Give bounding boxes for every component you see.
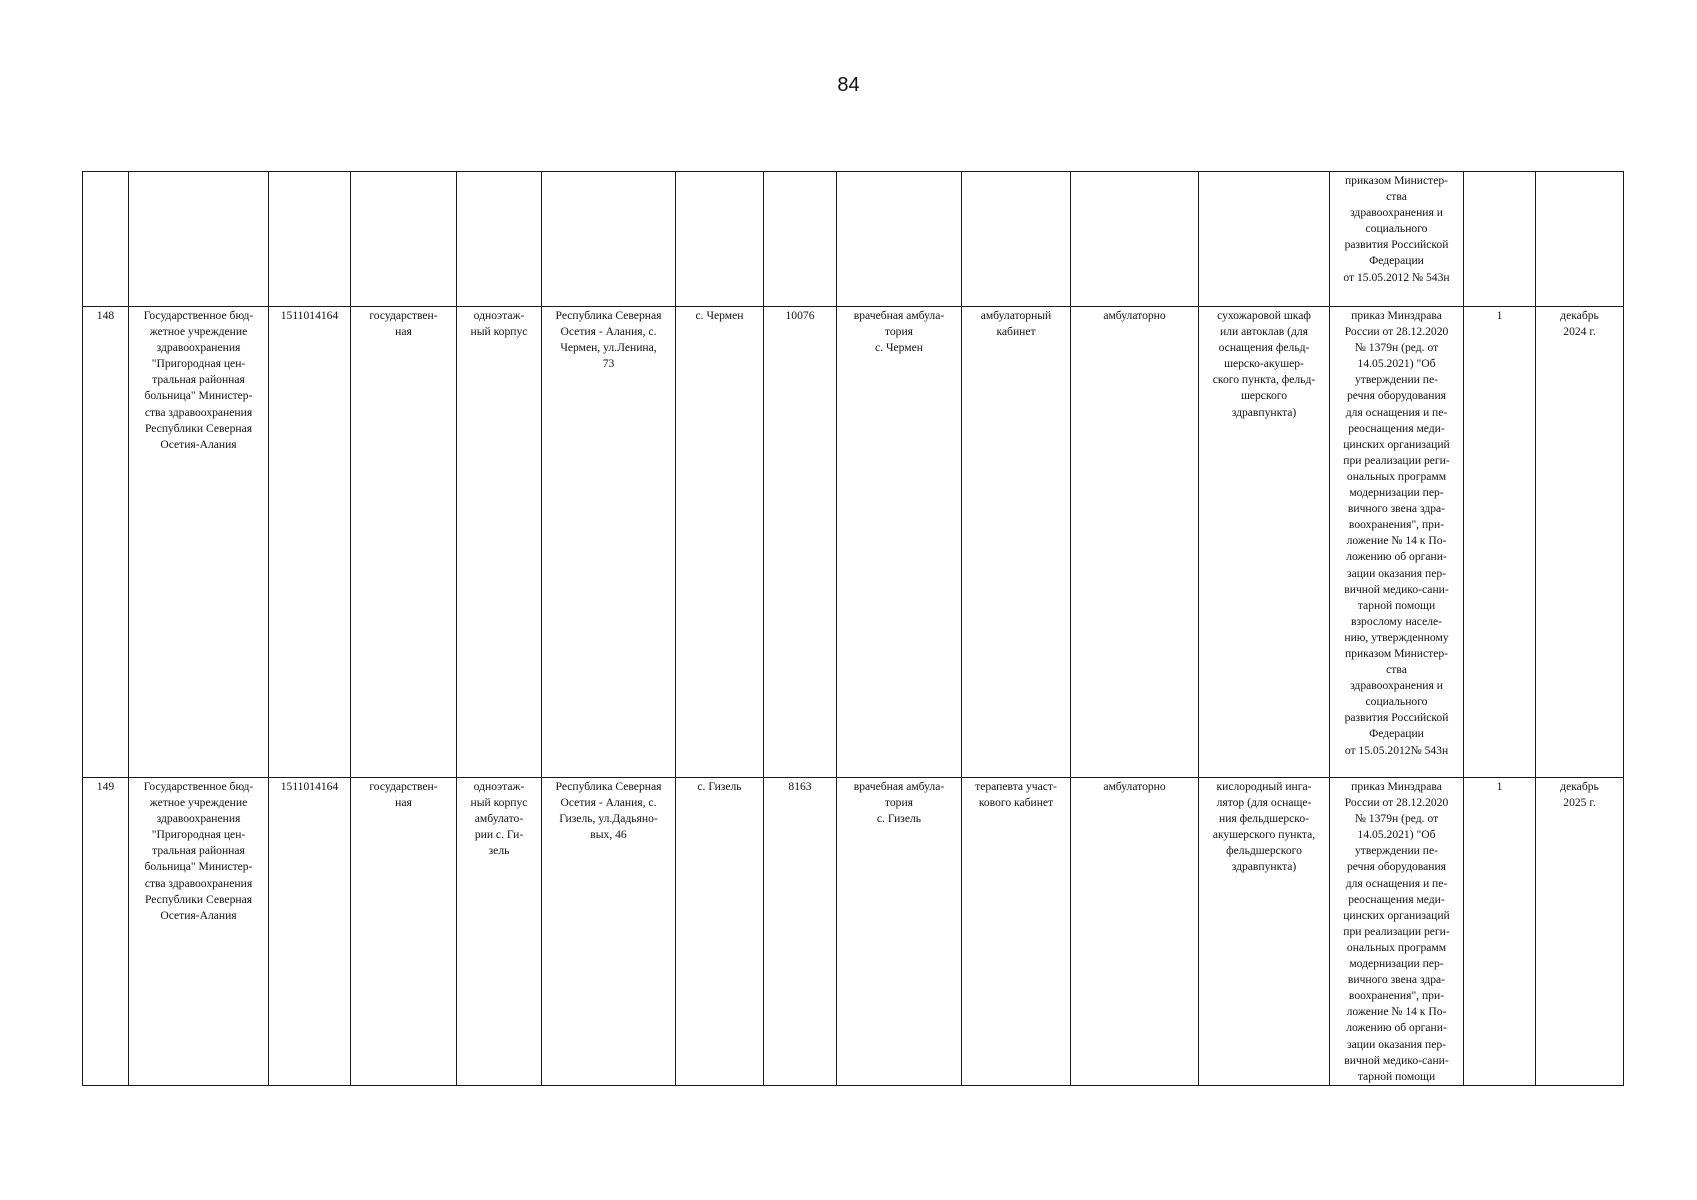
cell-text-line: шерского <box>1240 389 1288 403</box>
cell-text-line: 1 <box>1496 780 1503 793</box>
cell-text-line: Республики Северная <box>144 892 253 906</box>
building-cell <box>457 172 542 307</box>
cell-text-line: модернизации пер- <box>1349 486 1444 500</box>
cell-text-line: или автоклав (для <box>1220 325 1308 339</box>
cell-text-line: вых, 46 <box>590 828 627 842</box>
cell-text-line: с. Чермен <box>695 309 744 322</box>
cell-text-line: вичного звена здра- <box>1347 973 1446 987</box>
cell-text-line: ный корпус <box>470 796 528 810</box>
cell-text-line: вичной медико-сани- <box>1344 582 1449 596</box>
cell-text-line: тральная районная <box>152 844 245 858</box>
cell-text-line: государствен- <box>369 780 438 793</box>
cell-text-line: Чермен, ул.Ленина, <box>560 341 657 355</box>
cell-text-line: Государственное бюд- <box>143 309 254 322</box>
cell-text-line: Республика Северная <box>555 309 662 322</box>
cell-text-line: реоснащения меди- <box>1348 892 1445 906</box>
cell-text-line: России от 28.12.2020 <box>1344 796 1449 810</box>
cell-text-line: "Пригородная цен- <box>151 828 246 842</box>
cell-text-line: для оснащения и пе- <box>1345 405 1448 419</box>
cell-text-line: тория <box>884 325 914 339</box>
deadline-cell <box>1536 778 1624 1086</box>
cell-text-line: тарной помощи <box>1357 598 1436 612</box>
cell-text-line: № 1379н (ред. от <box>1354 341 1439 355</box>
settlement-cell <box>676 778 764 1086</box>
cell-text-line: вичного звена здра- <box>1347 502 1446 516</box>
cell-text-line: жетное учреждение <box>149 796 248 810</box>
cell-text-line: утверждении пе- <box>1355 844 1438 858</box>
cell-text-line: 149 <box>96 780 115 793</box>
cell-text-line: ского пункта, фельд- <box>1212 373 1316 387</box>
ownership-cell <box>351 778 457 1086</box>
cell-text-line: зель <box>488 844 510 858</box>
cell-text-line: Осетия-Алания <box>160 908 237 922</box>
cell-text-line: акушерского пункта, <box>1212 828 1316 842</box>
cell-text-line: воохранения", при- <box>1348 989 1445 1003</box>
cell-text-line: 14.05.2021) "Об <box>1357 357 1436 371</box>
organization-name-cell <box>129 778 269 1086</box>
cell-text-line: развития Российской <box>1344 711 1449 725</box>
cell-text-line: 73 <box>602 357 615 371</box>
cell-text-line: Осетия-Алания <box>160 437 237 451</box>
table-row <box>83 172 1624 307</box>
cell-text-line: здравпункта) <box>1231 860 1297 874</box>
care-mode-cell <box>1071 307 1199 778</box>
cell-text-line: больница" Министер- <box>144 860 253 874</box>
population-cell <box>764 778 837 1086</box>
room-cell <box>962 307 1071 778</box>
cell-text-line: зации оказания пер- <box>1346 1037 1446 1051</box>
cell-text-line: врачебная амбула- <box>853 780 945 793</box>
cell-text-line: одноэтаж- <box>473 309 525 322</box>
cell-text-line: амбулато- <box>474 812 524 826</box>
facility-cell <box>837 307 962 778</box>
cell-text-line: вичной медико-сани- <box>1344 1053 1449 1067</box>
cell-text-line: 148 <box>96 309 115 322</box>
cell-text-line: оснащения фельд- <box>1218 341 1310 355</box>
equipment-cell <box>1199 307 1330 778</box>
cell-text-line: зации оказания пер- <box>1346 566 1446 580</box>
cell-text-line: декабрь <box>1560 309 1599 322</box>
cell-text-line: нию, утвержденному <box>1344 630 1449 644</box>
population-cell <box>764 307 837 778</box>
settlement-cell <box>676 307 764 778</box>
cell-text-line: врачебная амбула- <box>853 309 945 322</box>
equipment-table <box>82 171 1624 1086</box>
deadline-cell <box>1536 307 1624 778</box>
deadline-cell <box>1536 172 1624 307</box>
regulation-cell <box>1330 172 1464 307</box>
quantity-cell <box>1464 172 1536 307</box>
cell-text-line: ональных программ <box>1346 469 1447 483</box>
organization-name-cell <box>129 172 269 307</box>
cell-text-line: с. Гизель <box>876 812 922 826</box>
cell-text-line: ния фельдшерско- <box>1219 812 1309 826</box>
cell-text-line: фельдшерского <box>1226 844 1302 858</box>
cell-text-line: шерско-акушер- <box>1224 357 1304 371</box>
quantity-cell <box>1464 778 1536 1086</box>
cell-text-line: амбулаторно <box>1103 309 1166 322</box>
cell-text-line: Республики Северная <box>144 421 253 435</box>
cell-text-line: ства здравоохранения <box>144 405 253 419</box>
cell-text-line: тория <box>884 796 914 810</box>
cell-text-line: 8163 <box>788 780 812 793</box>
cell-text-line: рии с. Ги- <box>474 828 524 842</box>
cell-text-line: 1 <box>1496 309 1503 322</box>
cell-text-line: Государственное бюд- <box>143 780 254 793</box>
cell-text-line: терапевта участ- <box>975 780 1057 793</box>
cell-text-line: кового кабинет <box>978 796 1054 810</box>
cell-text-line: ный корпус <box>470 325 528 339</box>
address-cell <box>542 307 676 778</box>
cell-text-line: сухожаровой шкаф <box>1217 309 1311 322</box>
cell-text-line: приказом Министер- <box>1344 174 1449 187</box>
cell-text-line: при реализации реги- <box>1343 924 1450 938</box>
cell-text-line: 1511014164 <box>280 309 339 322</box>
cell-text-line: здравоохранения <box>156 341 241 355</box>
cell-text-line: речня оборудования <box>1346 860 1447 874</box>
care-mode-cell <box>1071 172 1199 307</box>
cell-text-line: здравоохранения и <box>1350 206 1443 220</box>
organization-name-cell <box>129 307 269 778</box>
cell-text-line: цинских организаций <box>1343 908 1450 922</box>
cell-text-line: развития Российской <box>1344 238 1449 252</box>
cell-text-line: модернизации пер- <box>1349 957 1444 971</box>
cell-text-line: приказ Минздрава <box>1351 780 1442 793</box>
cell-text-line: "Пригородная цен- <box>151 357 246 371</box>
quantity-cell <box>1464 307 1536 778</box>
cell-text-line: 2025 г. <box>1563 796 1596 810</box>
cell-text-line: реоснащения меди- <box>1348 421 1445 435</box>
equipment-cell <box>1199 172 1330 307</box>
cell-text-line: тральная районная <box>152 373 245 387</box>
ownership-cell <box>351 307 457 778</box>
cell-text-line: ная <box>395 325 412 339</box>
regulation-cell <box>1330 778 1464 1086</box>
cell-text-line: социального <box>1365 222 1428 236</box>
row-number-cell <box>83 172 129 307</box>
building-cell <box>457 307 542 778</box>
cell-text-line: амбулаторно <box>1103 780 1166 793</box>
cell-text-line: ложению об органи- <box>1346 1021 1447 1035</box>
cell-text-line: жетное учреждение <box>149 325 248 339</box>
cell-text-line: приказом Министер- <box>1344 646 1449 660</box>
cell-text-line: Федерации <box>1369 727 1424 741</box>
cell-text-line: взрослому населе- <box>1350 614 1443 628</box>
room-cell <box>962 172 1071 307</box>
address-cell <box>542 172 676 307</box>
page-number: 84 <box>837 74 860 96</box>
cell-text-line: ства <box>1386 663 1407 677</box>
cell-text-line: лятор (для оснаще- <box>1216 796 1312 810</box>
cell-text-line: ная <box>395 796 412 810</box>
cell-text-line: ства <box>1386 190 1407 204</box>
cell-text-line: ложению об органи- <box>1346 550 1447 564</box>
cell-text-line: тарной помощи <box>1357 1069 1436 1083</box>
cell-text-line: Республика Северная <box>555 780 662 793</box>
room-cell <box>962 778 1071 1086</box>
cell-text-line: ложение № 14 к По- <box>1346 1005 1447 1019</box>
regulation-cell <box>1330 307 1464 778</box>
cell-text-line: кабинет <box>996 325 1036 339</box>
inn-cell <box>269 172 351 307</box>
table-row <box>83 778 1624 1086</box>
cell-text-line: Осетия - Алания, с. <box>560 325 657 339</box>
cell-text-line: больница" Министер- <box>144 389 253 403</box>
population-cell <box>764 172 837 307</box>
cell-text-line: цинских организаций <box>1343 437 1450 451</box>
ownership-cell <box>351 172 457 307</box>
cell-text-line: здравоохранения <box>156 812 241 826</box>
facility-cell <box>837 778 962 1086</box>
cell-text-line: для оснащения и пе- <box>1345 876 1448 890</box>
cell-text-line: воохранения", при- <box>1348 518 1445 532</box>
address-cell <box>542 778 676 1086</box>
cell-text-line: России от 28.12.2020 <box>1344 325 1449 339</box>
building-cell <box>457 778 542 1086</box>
row-number-cell <box>83 778 129 1086</box>
cell-text-line: государствен- <box>369 309 438 322</box>
cell-text-line: 1511014164 <box>280 780 339 793</box>
cell-text-line: ства здравоохранения <box>144 876 253 890</box>
cell-text-line: Осетия - Алания, с. <box>560 796 657 810</box>
cell-text-line: 14.05.2021) "Об <box>1357 828 1436 842</box>
table-row <box>83 307 1624 778</box>
cell-text-line: речня оборудования <box>1346 389 1447 403</box>
facility-cell <box>837 172 962 307</box>
cell-text-line: № 1379н (ред. от <box>1354 812 1439 826</box>
cell-text-line: ложение № 14 к По- <box>1346 534 1447 548</box>
care-mode-cell <box>1071 778 1199 1086</box>
cell-text-line: декабрь <box>1560 780 1599 793</box>
inn-cell <box>269 307 351 778</box>
cell-text-line: приказ Минздрава <box>1351 309 1442 322</box>
cell-text-line: с. Чермен <box>875 341 923 355</box>
cell-text-line: Гизель, ул.Дадьяно- <box>559 812 658 826</box>
cell-text-line: здравпункта) <box>1231 405 1297 419</box>
cell-text-line: амбулаторный <box>980 309 1052 322</box>
cell-text-line: ональных программ <box>1346 940 1447 954</box>
cell-text-line: социального <box>1365 695 1428 709</box>
cell-text-line: 2024 г. <box>1563 325 1596 339</box>
cell-text-line: одноэтаж- <box>473 780 525 793</box>
inn-cell <box>269 778 351 1086</box>
cell-text-line: от 15.05.2012№ 543н <box>1344 743 1449 757</box>
cell-text-line: утверждении пе- <box>1355 373 1438 387</box>
cell-text-line: 10076 <box>785 309 815 322</box>
row-number-cell <box>83 307 129 778</box>
cell-text-line: Федерации <box>1369 254 1424 268</box>
cell-text-line: с. Гизель <box>697 780 742 793</box>
cell-text-line: кислородный инга- <box>1216 780 1312 793</box>
cell-text-line: от 15.05.2012 № 543н <box>1343 270 1450 284</box>
settlement-cell <box>676 172 764 307</box>
table-body <box>83 172 1624 1086</box>
cell-text-line: здравоохранения и <box>1350 679 1443 693</box>
cell-text-line: при реализации реги- <box>1343 453 1450 467</box>
equipment-cell <box>1199 778 1330 1086</box>
